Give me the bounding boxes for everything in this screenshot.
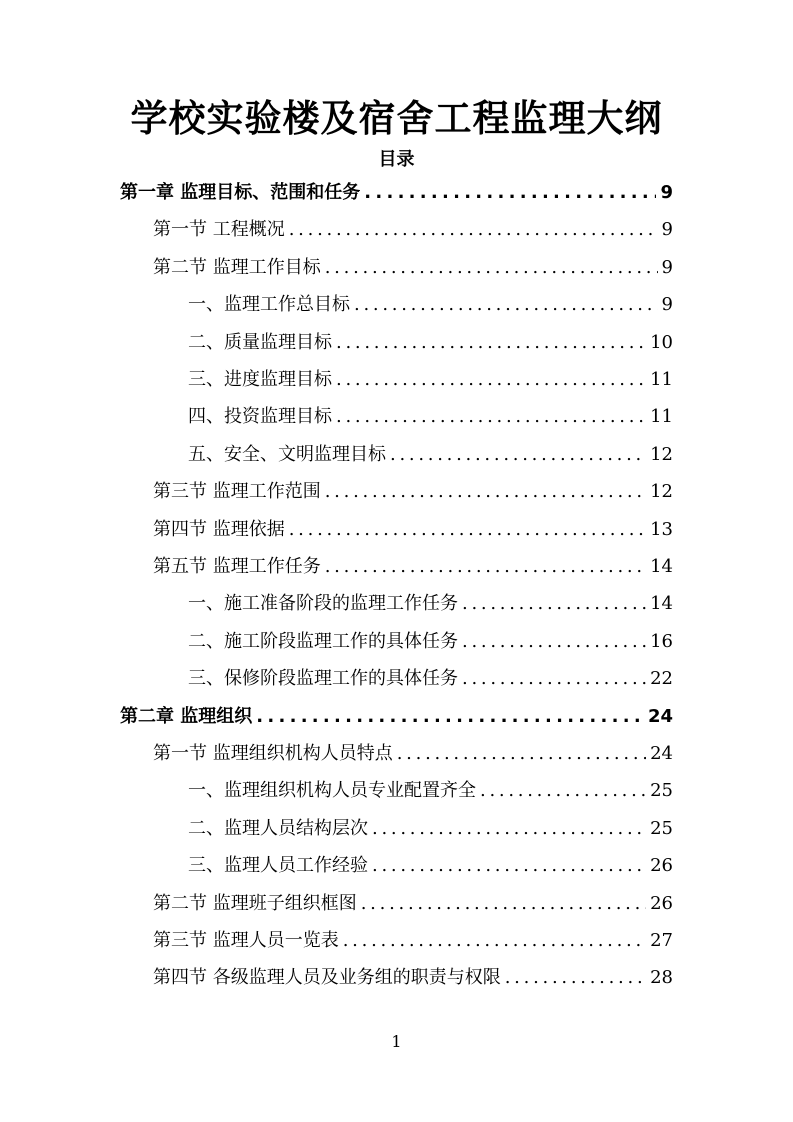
toc-entry-page: 9: [661, 256, 673, 278]
toc-entry-page: 12: [650, 443, 673, 465]
toc-entry-label: 三、进度监理目标: [188, 369, 332, 390]
toc-entry-label: 第二节 监理班子组织框图: [153, 892, 357, 914]
toc-entry-page: 25: [650, 817, 673, 839]
toc-entry-label: 第三节 监理人员一览表: [153, 930, 339, 951]
toc-heading: 目录: [378, 149, 415, 170]
document-title: 学校实验楼及宿舍工程监理大纲: [130, 97, 663, 140]
toc-leader-dots: [372, 847, 646, 884]
toc-entry-label: 第一章 监理目标、范围和任务: [120, 182, 361, 203]
toc-entry[interactable]: [188, 810, 673, 847]
toc-entry-page: 22: [650, 668, 673, 690]
toc-leader-dots: [480, 772, 646, 809]
toc-leader-dots: [343, 922, 646, 959]
toc-leader-dots: [354, 286, 658, 323]
toc-entry[interactable]: [188, 847, 673, 884]
toc-entry-label: 三、监理人员工作经验: [188, 855, 368, 877]
toc-entry[interactable]: [188, 436, 673, 473]
toc-entry-page: 26: [650, 892, 673, 914]
toc-entry[interactable]: [188, 286, 673, 323]
toc-entry[interactable]: [153, 473, 673, 510]
toc-entry-label: 二、监理人员结构层次: [188, 817, 368, 839]
toc-entry-page: 14: [650, 556, 673, 577]
toc-entry[interactable]: [153, 511, 673, 548]
toc-entry-page: 25: [650, 780, 673, 802]
toc-entry-label: 第五节 监理工作任务: [153, 556, 321, 577]
toc-entry[interactable]: [120, 698, 673, 735]
toc-entry[interactable]: [153, 922, 673, 959]
toc-leader-dots: [289, 511, 646, 548]
toc-leader-dots: [336, 398, 646, 435]
toc-entry-page: 28: [650, 967, 673, 989]
toc-leader-dots: [390, 436, 646, 473]
toc-entry-label: 三、保修阶段监理工作的具体任务: [188, 668, 458, 690]
toc-entry-label: 第一节 监理组织机构人员特点: [153, 743, 393, 764]
toc-leader-dots: [505, 959, 646, 996]
toc-entry-label: 二、施工阶段监理工作的具体任务: [188, 630, 458, 652]
toc-leader-dots: [372, 810, 646, 847]
toc-entry[interactable]: [120, 174, 673, 211]
toc-entry-label: 一、施工准备阶段的监理工作任务: [188, 593, 458, 615]
toc-leader-dots: [364, 174, 656, 211]
toc-entry-label: 第一节 工程概况: [153, 219, 285, 241]
toc-entry-page: 9: [661, 219, 673, 241]
toc-entry-label: 第二节 监理工作目标: [153, 256, 321, 278]
toc-leader-dots: [462, 585, 646, 622]
toc-entry-page: 10: [650, 331, 673, 353]
toc-leader-dots: [336, 324, 646, 361]
toc-entry-page: 24: [650, 743, 673, 764]
toc-entry[interactable]: [188, 623, 673, 660]
toc-entry-page: 9: [660, 182, 673, 203]
toc-entry-label: 第二章 监理组织: [120, 705, 253, 727]
toc-entry[interactable]: [188, 660, 673, 697]
toc-leader-dots: [325, 249, 658, 286]
toc-entry[interactable]: [188, 324, 673, 361]
toc-entry-label: 一、监理组织机构人员专业配置齐全: [188, 780, 476, 802]
toc-entry[interactable]: [188, 585, 673, 622]
toc-entry-page: 13: [650, 518, 673, 540]
toc-entry[interactable]: [188, 398, 673, 435]
toc-leader-dots: [289, 211, 658, 248]
toc-entry[interactable]: [153, 885, 673, 922]
toc-entry-label: 二、质量监理目标: [188, 331, 332, 353]
toc-entry-label: 一、监理工作总目标: [188, 294, 350, 316]
toc-entry-page: 16: [650, 630, 673, 652]
toc-entry-label: 五、安全、文明监理目标: [188, 443, 386, 465]
toc-entry[interactable]: [188, 772, 673, 809]
toc-entry[interactable]: [153, 249, 673, 286]
toc-entry[interactable]: [153, 211, 673, 248]
toc-entry[interactable]: [153, 735, 673, 772]
toc-leader-dots: [325, 548, 646, 585]
toc-leader-dots: [256, 698, 644, 735]
toc-entry-label: 第三节 监理工作范围: [153, 481, 321, 503]
toc-entry[interactable]: [153, 548, 673, 585]
toc-leader-dots: [325, 473, 646, 510]
toc-entry-page: 27: [650, 930, 673, 951]
toc-entry[interactable]: [153, 959, 673, 996]
toc-entry-page: 14: [650, 593, 673, 615]
toc-entry-label: 四、投资监理目标: [188, 406, 332, 428]
toc-leader-dots: [397, 735, 646, 772]
toc-leader-dots: [462, 623, 646, 660]
page-number: 1: [391, 1032, 402, 1051]
toc-entry-page: 26: [650, 855, 673, 877]
toc-entry-page: 11: [650, 406, 673, 428]
toc-leader-dots: [336, 361, 646, 398]
toc-entry-page: 11: [650, 369, 673, 390]
toc-leader-dots: [361, 885, 646, 922]
toc-entry-page: 24: [647, 705, 673, 727]
toc-entry-label: 第四节 各级监理人员及业务组的职责与权限: [153, 967, 501, 989]
toc-entry-page: 12: [650, 481, 673, 503]
toc-leader-dots: [462, 660, 646, 697]
toc-entry-page: 9: [661, 294, 673, 316]
toc-entry[interactable]: [188, 361, 673, 398]
toc-entry-label: 第四节 监理依据: [153, 518, 285, 540]
